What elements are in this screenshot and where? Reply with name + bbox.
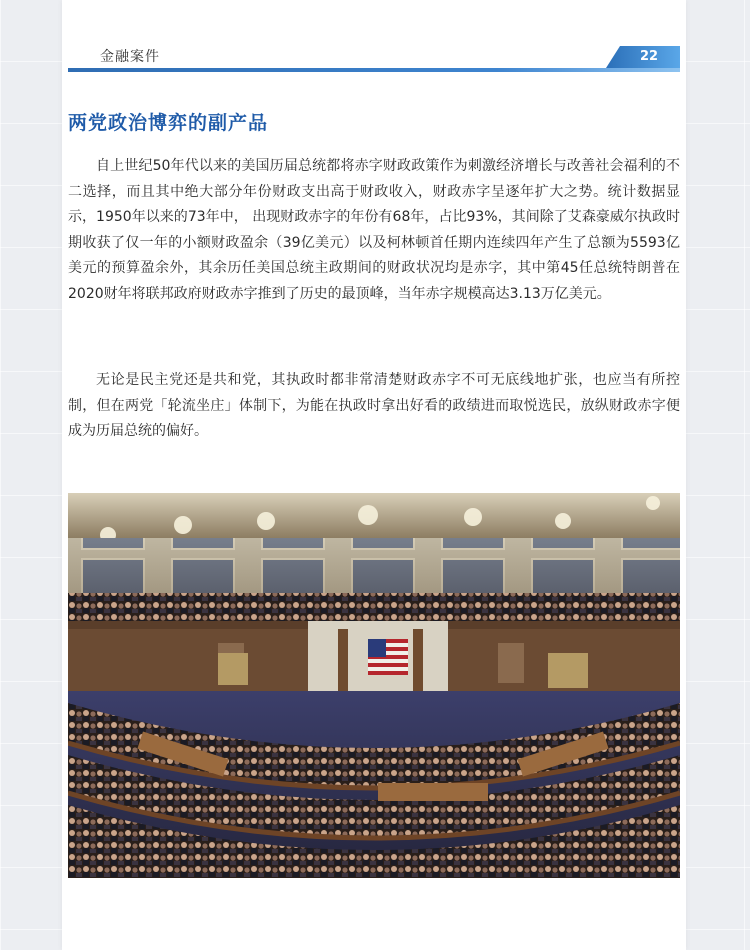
section-label: 金融案件 [100, 49, 160, 65]
page-number: 22 [639, 49, 659, 64]
article-title: 两党政治博弈的副产品 [68, 112, 269, 134]
chamber-illustration [68, 493, 680, 878]
header-rule [68, 68, 680, 72]
congress-chamber-photo [68, 493, 680, 878]
paragraph-1: 自上世纪50年代以来的美国历届总统都将赤字财政政策作为刺激经济增长与改善社会福利的不二选择，而且其中绝大部分年份财政支出高于财政收入，财政赤字呈逐年扩大之势。统计数据显示，1950年以来的73年中， 出现财政赤字的年份有68年，占比93%，其间除了艾森豪威尔执政时期收获了仅一年的小额财政盈余（39亿美元）以及柯林顿首任期内连续四年产生了总额为5593亿美元的预算盈余外，其余历任美国总统主政期间的财政状况均是赤字，其中第45任总统特朗普在2020财年将联邦政府财政赤字推到了历史的最顶峰，当年赤字规模高达3.13万亿美元。 [68, 158, 680, 302]
paragraph-2: 无论是民主党还是共和党，其执政时都非常清楚财政赤字不可无底线地扩张，也应当有所控制，但在两党「轮流坐庄」体制下，为能在执政时拿出好看的政绩进而取悦选民，放纵财政赤字便成为历届总统的偏好。 [68, 372, 680, 439]
